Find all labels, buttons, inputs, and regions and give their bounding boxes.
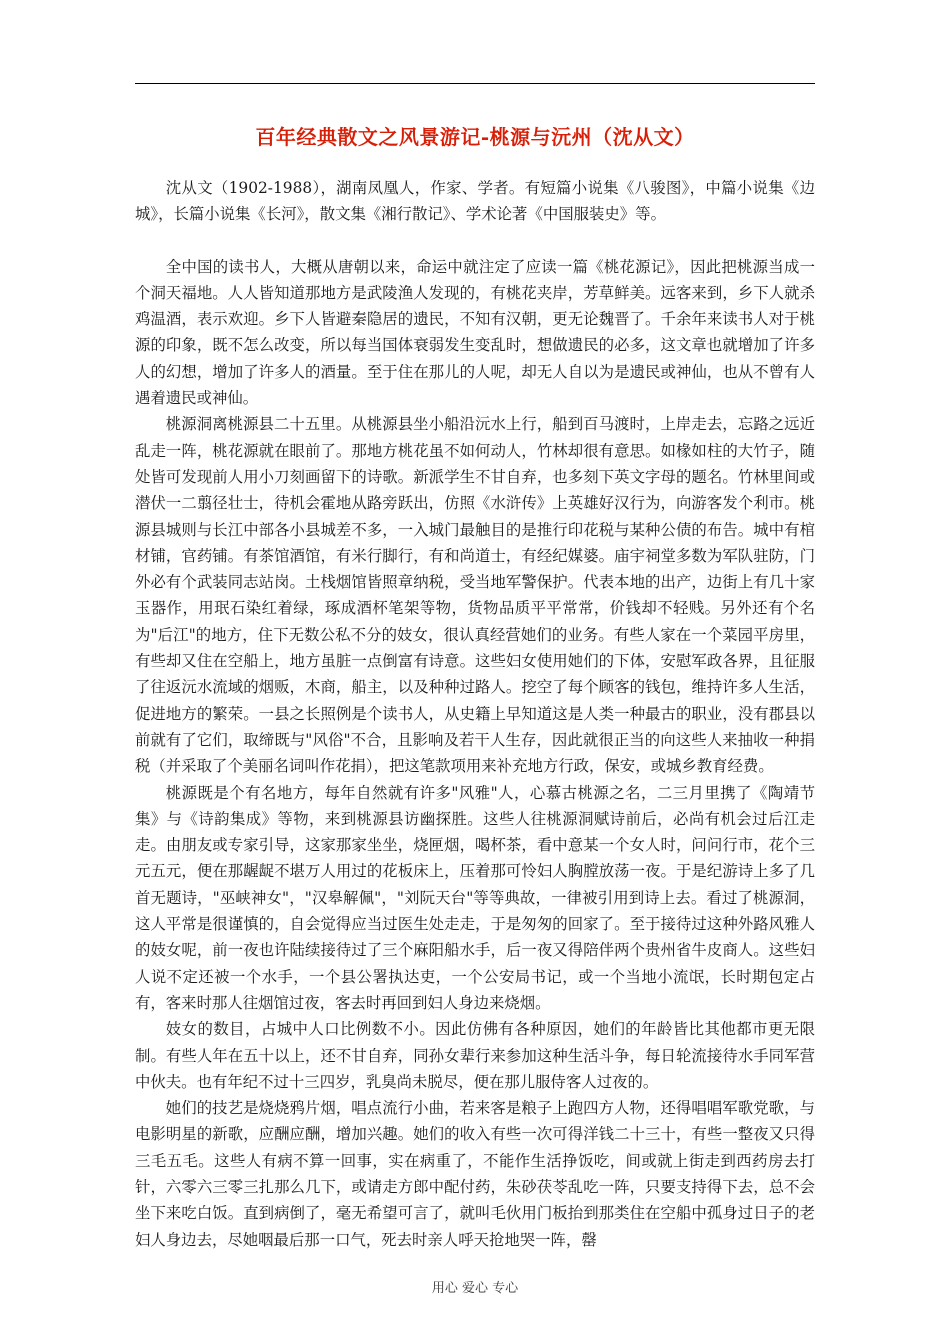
page-footer: 用心 爱心 专心 <box>431 1281 519 1296</box>
author-intro: 沈从文（1902-1988），湖南凤凰人，作家、学者。有短篇小说集《八骏图》，中篇小说集《边城》，长篇小说集《长河》，散文集《湘行散记》、学术论著《中国服装史》等。 <box>135 179 815 224</box>
header-rule <box>135 83 815 84</box>
document-title: 百年经典散文之风景游记-桃源与沅州（沈从文） <box>255 125 695 149</box>
paragraph-1: 全中国的读书人，大概从唐朝以来，命运中就注定了应读一篇《桃花源记》，因此把桃源当成一个洞天福地。人人皆知道那地方是武陵渔人发现的，有桃花夹岸，芳草鲜美。远客来到，乡下人就杀鸡温酒，表示欢迎。乡下人皆避秦隐居的遗民，不知有汉朝，更无论魏晋了。千余年来读书人对于桃源的印象，既不怎么改变，所以每当国体衰弱发生变乱时，想做遗民的必多，这文章也就增加了许多人的幻想，增加了许多人的酒量。至于住在那儿的人呢，却无人自以为是遗民或神仙，也从不曾有人遇着遗民或神仙。 <box>135 257 815 408</box>
paragraph-4: 妓女的数目，占城中人口比例数不小。因此仿佛有各种原因，她们的年龄皆比其他都市更无限制。有些人年在五十以上，还不甘自弃，同孙女辈行来参加这种生活斗争，每日轮流接待水手同军营中伙夫。也有年纪不过十三四岁，乳臭尚未脱尽，便在那儿服侍客人过夜的。 <box>135 1020 815 1091</box>
paragraph-5: 她们的技艺是烧烧鸦片烟，唱点流行小曲，若来客是粮子上跑四方人物，还得唱唱军歌党歌，与电影明星的新歌，应酬应酬，增加兴趣。她们的收入有些一次可得洋钱二十三十，有些一整夜又只得三毛五毛。这些人有病不算一回事，实在病重了，不能作生活挣饭吃，间或就上街走到西药房去打针，六零六三零三扎那么几下，或请走方郎中配付药，朱砂茯苓乱吃一阵，只要支持得下去，总不会坐下来吃白饭。直到病倒了，毫无希望可言了，就叫毛伙用门板抬到那类住在空船中孤身过日子的老妇人身边去，尽她咽最后那一口气，死去时亲人呼天抢地哭一阵，罄 <box>135 1099 815 1249</box>
document-body <box>135 175 815 1253</box>
paragraph-2: 桃源洞离桃源县二十五里。从桃源县坐小船沿沅水上行，船到百马渡时，上岸走去，忘路之远近乱走一阵，桃花源就在眼前了。那地方桃花虽不如何动人，竹林却很有意思。如椽如柱的大竹子，随处皆可发现前人用小刀刻画留下的诗歌。新派学生不甘自弃，也多刻下英文字母的题名。竹林里间或潜伏一二翦径壮士，待机会霍地从路旁跃出，仿照《水浒传》上英雄好汉行为，向游客发个利市。桃源县城则与长江中部各小县城差不多，一入城门最触目的是推行印花税与某种公债的布告。城中有棺材铺，官药铺。有茶馆酒馆，有米行脚行，有和尚道士，有经纪媒婆。庙宇祠堂多数为军队驻防，门外必有个武装同志站岗。土栈烟馆皆照章纳税，受当地军警保护。代表本地的出产，边街上有几十家玉器作，用珉石染红着绿，琢成酒杯笔架等物，货物品质平平常常，价钱却不轻贱。另外还有个名为"后江"的地方，住下无数公私不分的妓女，很认真经营她们的业务。有些人家在一个菜园平房里，有些却又住在空船上，地方虽脏一点倒富有诗意。这些妇女使用她们的下体，安慰军政各界，且征服了往返沅水流域的烟贩，木商，船主，以及种种过路人。挖空了每个顾客的钱包，维持许多人生活，促进地方的繁荣。一县之长照例是个读书人，从史籍上早知道这是人类一种最古的职业，没有郡县以前就有了它们，取缔既与"风俗"不合，且影响及若干人生存，因此就很正当的向这些人来抽收一种捐税（并采取了个美丽名词叫作花捐），把这笔款项用来补充地方行政，保安，或城乡教育经费。 <box>135 415 815 776</box>
paragraph-3: 桃源既是个有名地方，每年自然就有许多"风雅"人，心慕古桃源之名，二三月里携了《陶靖节集》与《诗韵集成》等物，来到桃源县访幽探胜。这些人往桃源洞赋诗前后，必尚有机会过后江走走。由朋友或专家引导，这家那家坐坐，烧匣烟，喝杯茶，看中意某一个女人时，问问行市，花个三元五元，便在那龌龊不堪万人用过的花板床上，压着那可怜妇人胸膛放荡一夜。于是纪游诗上多了几首无题诗，"巫峡神女"，"汉皋解佩"，"刘阮天台"等等典故，一律被引用到诗上去。看过了桃源洞，这人平常是很谨慎的，自会觉得应当过医生处走走，于是匆匆的回家了。至于接待过这种外路风雅人的妓女呢，前一夜也许陆续接待过了三个麻阳船水手，后一夜又得陪伴两个贵州省牛皮商人。这些妇人说不定还被一个水手，一个县公署执达吏，一个公安局书记，或一个当地小流氓，长时期包定占有，客来时那人往烟馆过夜，客去时再回到妇人身边来烧烟。 <box>135 783 815 1012</box>
